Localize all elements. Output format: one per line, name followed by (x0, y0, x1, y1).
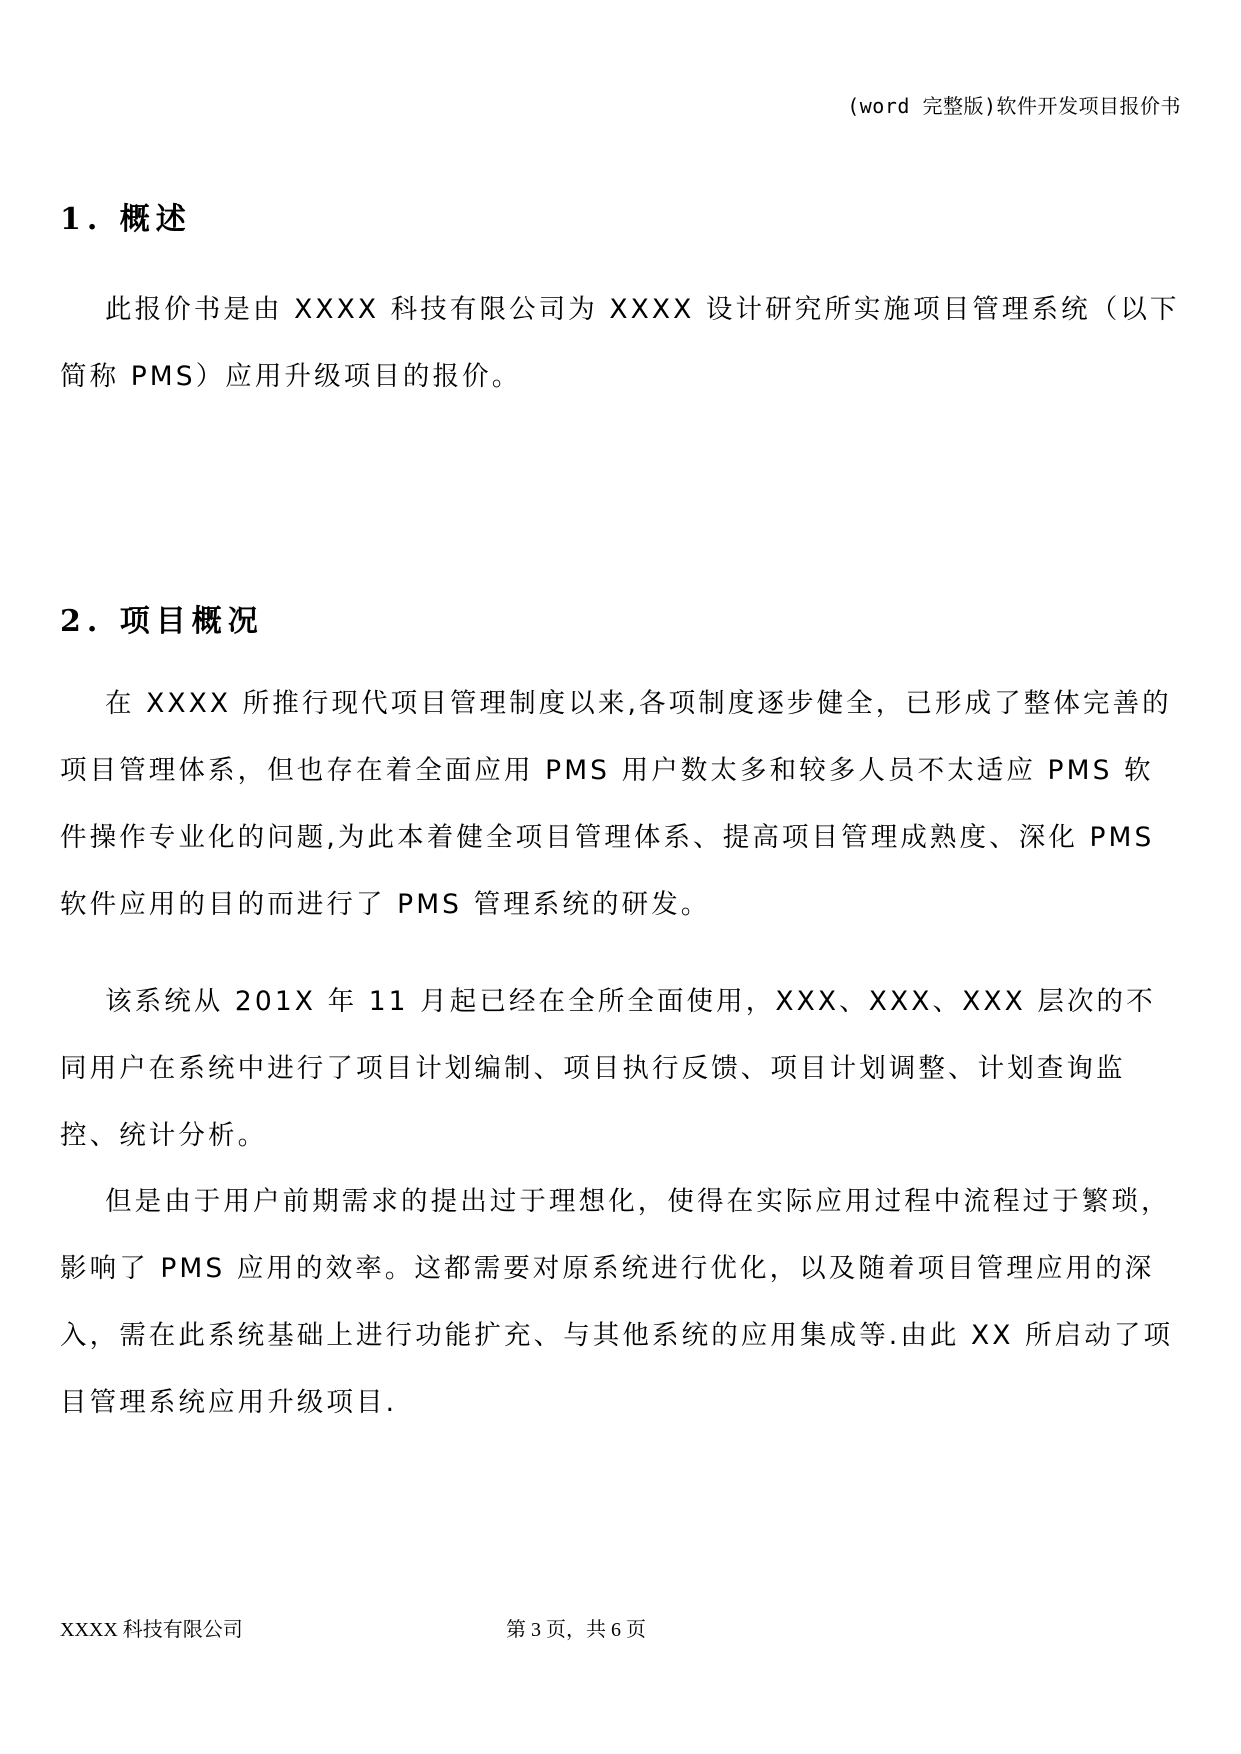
section-heading-project-status: 2. 项目概况 (60, 604, 264, 639)
paragraph-project-status-2: 该系统从 201X 年 11 月起已经在全所全面使用，XXX、XXX、XXX 层次的不同用户在系统中进行了项目计划编制、项目执行反馈、项目计划调整、计划查询监控、统计分析。 (60, 986, 1156, 1151)
paragraph-project-status-3: 但是由于用户前期需求的提出过于理想化，使得在实际应用过程中流程过于繁琐，影响了 PMS 应用的效率。这都需要对原系统进行优化，以及随着项目管理应用的深入，需在此系统基础上进行功能扩充、与其他系统的应用集成等.由此 XX 所启动了项目管理系统应用升级项目. (60, 1186, 1174, 1418)
footer-page-number: 第 3 页，共 6 页 (506, 1619, 646, 1641)
paragraph-project-status-1: 在 XXXX 所推行现代项目管理制度以来,各项制度逐步健全，已形成了整体完善的项目管理体系，但也存在着全面应用 PMS 用户数太多和较多人员不太适应 PMS 软件操作专业化的问题,为此本着健全项目管理体系、提高项目管理成熟度、深化 PMS 软件应用的目的而进行了 PMS 管理系统的研发。 (60, 688, 1172, 920)
footer-company: XXXX 科技有限公司 (60, 1619, 243, 1641)
section-heading-overview: 1. 概述 (60, 202, 192, 237)
running-header-title: (word 完整版)软件开发项目报价书 (847, 94, 1181, 118)
paragraph-overview: 此报价书是由 XXXX 科技有限公司为 XXXX 设计研究所实施项目管理系统（以下简称 PMS）应用升级项目的报价。 (60, 294, 1180, 392)
